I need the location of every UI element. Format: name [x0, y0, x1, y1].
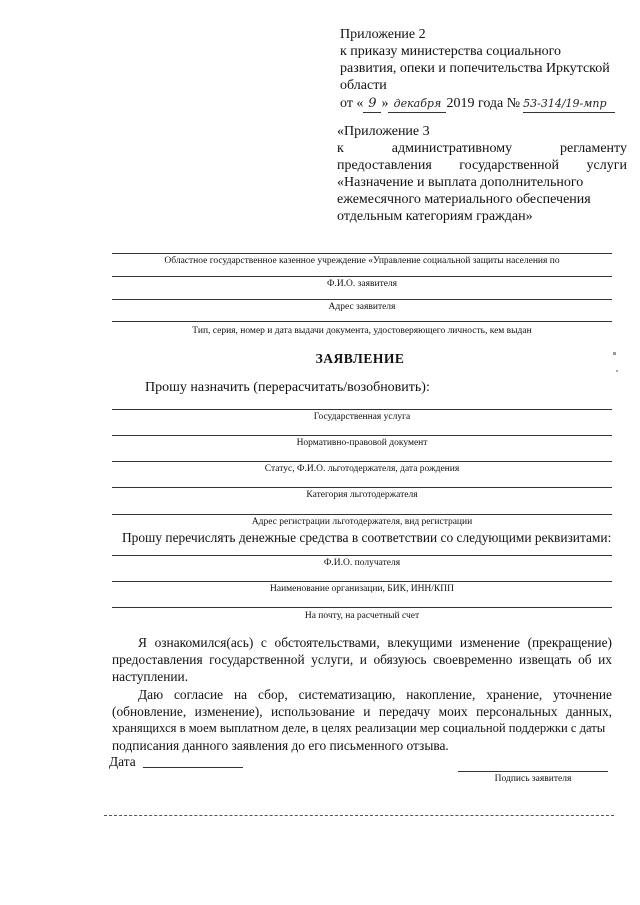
legal-act-caption: Нормативно-правовой документ	[296, 438, 428, 448]
acknowledgement-line-2: предоставления государственной услуги, и обязуюсь своевременно извещать об их	[112, 652, 612, 667]
appendix-3-title: «Приложение 3	[337, 124, 430, 139]
id-document-caption: Тип, серия, номер и дата выдачи документа, удостоверяющего личность, кем выдан	[192, 326, 532, 336]
appendix-3-line-5: отдельным категориям граждан»	[337, 209, 533, 224]
date-mid: »	[381, 96, 389, 111]
destination-line[interactable]	[112, 607, 612, 608]
statement-heading: ЗАЯВЛЕНИЕ	[315, 351, 405, 366]
appendix-2-block	[340, 26, 630, 113]
organization-caption: Наименование организации, БИК, ИНН/КПП	[270, 584, 454, 594]
destination-caption: На почту, на расчетный счет	[304, 611, 420, 621]
consent-line-4: подписания данного заявления до его письменного отзыва.	[112, 738, 449, 753]
date-year: 2019 года №	[446, 96, 521, 111]
registration-caption: Адрес регистрации льготодержателя, вид регистрации	[251, 517, 473, 527]
cut-line	[104, 815, 614, 816]
institution-caption: Областное государственное казенное учреждение «Управление социальной защиты населения по	[164, 256, 560, 266]
appendix-3-line-3: «Назначение и выплата дополнительного	[337, 175, 584, 190]
legal-act-line[interactable]	[112, 435, 612, 436]
service-caption: Государственная услуга	[313, 412, 411, 422]
handwritten-day: 9	[363, 95, 381, 113]
acknowledgement-paragraph	[112, 634, 612, 685]
appendix-2-line-1: к приказу министерства социального	[340, 44, 561, 59]
consent-line-2: (обновление, изменение), использование и передачу моих персональных данных,	[112, 704, 612, 719]
scan-mark	[616, 370, 618, 372]
category-line[interactable]	[112, 487, 612, 488]
transfer-intro: Прошу перечислять денежные средства в соответствии со следующими реквизитами:	[122, 530, 612, 545]
appendix-2-title: Приложение 2	[340, 27, 426, 42]
id-document-line[interactable]	[112, 321, 612, 322]
consent-line-3: хранящихся в моем выплатном деле, в целях реализации мер социальной поддержки с даты	[112, 721, 606, 735]
date-label: Дата	[109, 754, 136, 769]
consent-line-1: Даю согласие на сбор, систематизацию, накопление, хранение, уточнение	[138, 687, 612, 702]
institution-line[interactable]	[112, 253, 612, 254]
recipient-line[interactable]	[112, 555, 612, 556]
applicant-name-line[interactable]	[112, 276, 612, 277]
appendix-3-line-4: ежемесячного материального обеспечения	[337, 192, 591, 207]
organization-line[interactable]	[112, 581, 612, 582]
service-line[interactable]	[112, 409, 612, 410]
acknowledgement-line-1: Я ознакомился(ась) с обстоятельствами, влекущими изменение (прекращение)	[138, 635, 612, 650]
applicant-name-caption: Ф.И.О. заявителя	[326, 279, 398, 289]
status-line[interactable]	[112, 461, 612, 462]
applicant-address-line[interactable]	[112, 299, 612, 300]
signature-input-line[interactable]	[458, 771, 608, 772]
signature-caption: Подпись заявителя	[494, 774, 572, 784]
appendix-3-line-2: предоставления государственной услуги	[337, 158, 627, 173]
appendix-2-line-3: области	[340, 78, 387, 93]
request-intro: Прошу назначить (перерасчитать/возобновить):	[145, 380, 430, 395]
recipient-caption: Ф.И.О. получателя	[323, 558, 401, 568]
scan-mark	[613, 352, 616, 355]
date-prefix: от «	[340, 96, 364, 111]
consent-paragraph	[112, 686, 612, 754]
appendix-3-line-1: к административному регламенту	[337, 141, 627, 156]
acknowledgement-line-3: наступлении.	[112, 669, 189, 684]
appendix-2-line-2: развития, опеки и попечительства Иркутской	[340, 61, 610, 76]
status-caption: Статус, Ф.И.О. льготодержателя, дата рождения	[264, 464, 460, 474]
appendix-3-block	[337, 123, 627, 225]
applicant-address-caption: Адрес заявителя	[328, 302, 396, 312]
handwritten-order-number: 53-314/19-мпр	[523, 95, 615, 113]
registration-line[interactable]	[112, 514, 612, 515]
handwritten-month: декабря	[388, 95, 446, 113]
category-caption: Категория льготодержателя	[306, 490, 418, 500]
date-input-line[interactable]	[143, 767, 243, 768]
appendix-2-date-line	[340, 95, 630, 113]
